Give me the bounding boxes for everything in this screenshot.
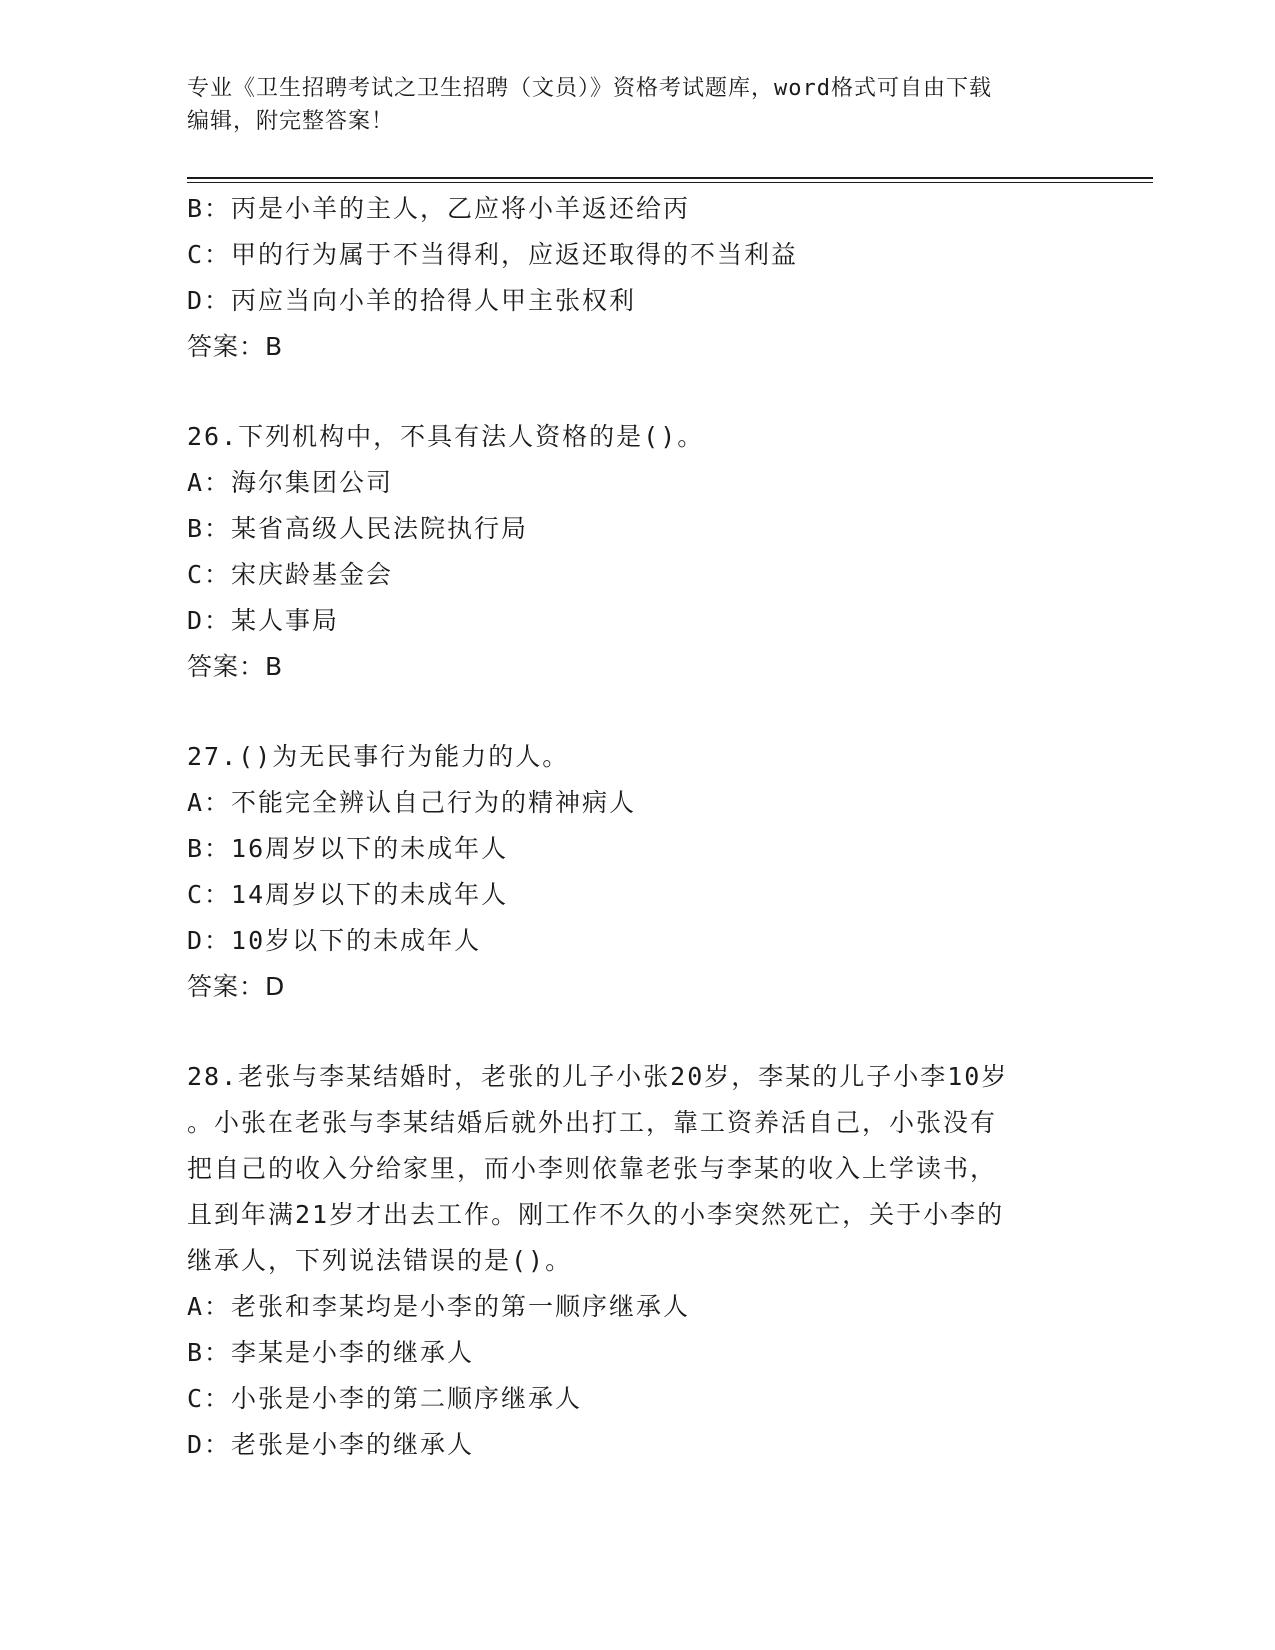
option-c: C：小张是小李的第二顺序继承人 [187,1384,583,1413]
page-header [187,72,1087,138]
question-stem: 27.()为无民事行为能力的人。 [187,742,570,771]
question-28 [187,1054,1087,1468]
option-c: C：14周岁以下的未成年人 [187,880,509,909]
option-d: D：老张是小李的继承人 [187,1430,475,1459]
option-b: B：某省高级人民法院执行局 [187,514,529,543]
option-c: C：甲的行为属于不当得利，应返还取得的不当利益 [187,240,799,269]
question-stem-line: 继承人，下列说法错误的是()。 [187,1246,573,1275]
question-26 [187,414,1087,690]
answer-label: 答案：B [187,652,284,681]
question-stem-line: 。小张在老张与李某结婚后就外出打工，靠工资养活自己，小张没有 [187,1108,998,1137]
option-d: D：10岁以下的未成年人 [187,926,482,955]
option-b: B：李某是小李的继承人 [187,1338,475,1367]
question-27 [187,734,1087,1010]
header-divider-thin [187,182,1153,183]
question-stem: 26.下列机构中，不具有法人资格的是()。 [187,422,705,451]
option-d: D：丙应当向小羊的拾得人甲主张权利 [187,286,637,315]
option-b: B：16周岁以下的未成年人 [187,834,509,863]
answer-label: 答案：B [187,332,284,361]
option-c: C：宋庆龄基金会 [187,560,394,589]
question-25-tail [187,186,1087,370]
spacer [187,1010,1087,1054]
header-line-1: 专业《卫生招聘考试之卫生招聘（文员）》资格考试题库，word格式可自由下载 [187,76,992,101]
spacer [187,690,1087,734]
question-stem-line: 28.老张与李某结婚时，老张的儿子小张20岁，李某的儿子小李10岁 [187,1062,1009,1091]
spacer [187,370,1087,414]
option-b: B：丙是小羊的主人，乙应将小羊返还给丙 [187,194,691,223]
question-stem-line: 把自己的收入分给家里，而小李则依靠老张与李某的收入上学读书， [187,1154,998,1183]
header-divider-thick [187,177,1153,179]
document-body [187,186,1087,1468]
option-d: D：某人事局 [187,606,340,635]
answer-label: 答案：D [187,972,286,1001]
option-a: A：海尔集团公司 [187,468,394,497]
header-line-2: 编辑，附完整答案！ [187,109,395,134]
option-a: A：老张和李某均是小李的第一顺序继承人 [187,1292,691,1321]
question-stem-line: 且到年满21岁才出去工作。刚工作不久的小李突然死亡，关于小李的 [187,1200,1005,1229]
option-a: A：不能完全辨认自己行为的精神病人 [187,788,637,817]
